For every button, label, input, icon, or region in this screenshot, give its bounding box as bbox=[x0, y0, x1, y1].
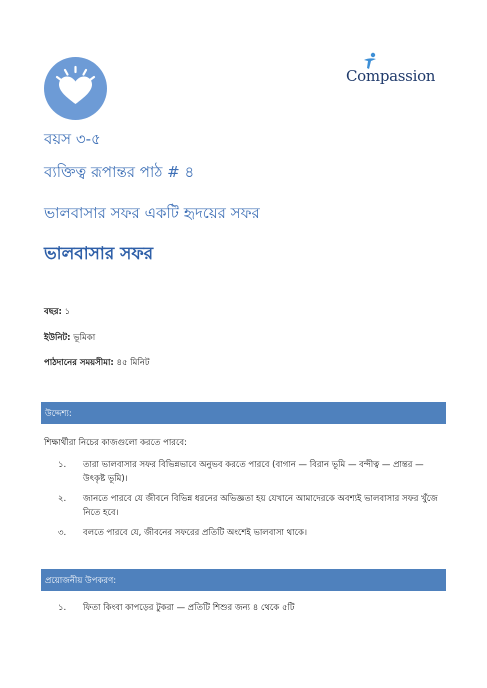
item-number: ২. bbox=[58, 494, 67, 504]
age-range: বয়স ৩-৫ bbox=[44, 130, 101, 148]
item-number: ১. bbox=[58, 603, 67, 613]
list-item bbox=[58, 601, 448, 615]
meta-unit bbox=[44, 331, 95, 345]
materials-list bbox=[58, 601, 448, 615]
item-text: জানতে পারবে যে জীবনে বিভিন্ন ধরনের অভিজ্ঞতা হয় যেখানে আমাদেরকে অবশ্যই ভালবাসার সফর খুঁজে নিতে হবে। bbox=[83, 494, 438, 518]
heart-logo bbox=[44, 57, 107, 120]
objective-heading: উদ্দেশ্য: bbox=[41, 402, 446, 424]
objective-intro: শিক্ষার্থীরা নিচের কাজগুলো করতে পারবে: bbox=[44, 438, 187, 448]
list-item bbox=[58, 526, 448, 540]
year-value: ১ bbox=[61, 307, 71, 317]
page-title: ভালবাসার সফর bbox=[44, 244, 154, 264]
item-number: ১. bbox=[58, 460, 67, 470]
objective-list bbox=[58, 458, 448, 546]
meta-year bbox=[44, 305, 70, 319]
item-text: বলতে পারবে যে, জীবনের সফরের প্রতিটি অংশেই ভালবাসা থাকে। bbox=[83, 528, 307, 538]
duration-label: পাঠদানের সময়সীমা: bbox=[44, 358, 114, 368]
meta-duration bbox=[44, 356, 150, 370]
item-text: ফিতা কিংবা কাপড়ের টুকরা — প্রতিটি শিশুর জন্য ৪ থেকে ৫টি bbox=[83, 603, 295, 613]
item-text: তারা ভালবাসার সফর বিভিন্নভাবে অনুভব করতে পারবে (বাগান — বিরান ভূমি — বন্দীত্ব — প্রান্তর — উৎকৃষ্ট ভূমি)। bbox=[83, 460, 424, 484]
lesson-subtitle: ভালবাসার সফর একটি হৃদয়ের সফর bbox=[44, 204, 260, 222]
item-number: ৩. bbox=[58, 528, 67, 538]
unit-label: ইউনিট: bbox=[44, 333, 71, 343]
lesson-number: ব্যক্তিত্ব রূপান্তর পাঠ # ৪ bbox=[44, 163, 195, 181]
unit-value: ভূমিকা bbox=[70, 333, 96, 343]
duration-value: ৪৫ মিনিট bbox=[113, 358, 150, 368]
list-item bbox=[58, 458, 448, 486]
heart-icon bbox=[44, 57, 107, 120]
compassion-logo bbox=[346, 60, 446, 90]
list-item bbox=[58, 492, 448, 520]
year-label: বছর: bbox=[44, 307, 62, 317]
materials-heading: প্রয়োজনীয় উপকরণ: bbox=[41, 569, 446, 591]
brand-name: Compassion bbox=[346, 67, 436, 85]
